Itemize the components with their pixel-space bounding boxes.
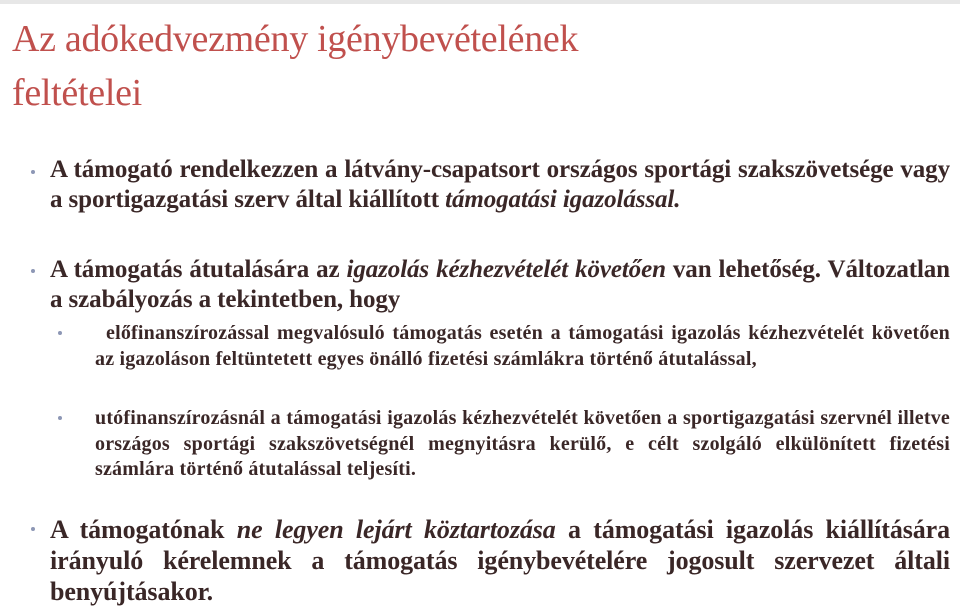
- sub-bullet-dot-icon: [58, 331, 62, 335]
- sub-bullet-1: [95, 321, 950, 372]
- title-line-2: feltételei: [12, 72, 142, 114]
- sub-bullet-1-text: előfinanszírozással megvalósuló támogatás esetén a támogatási igazolás kézhezvételét követően az igazoláson feltüntetett egyes önálló fizetési számlákra történő átutalással,: [95, 322, 950, 370]
- bullet-2-text-a: A támogatás átutalására az: [50, 256, 347, 283]
- bullet-3: [50, 514, 950, 607]
- sub-bullet-2-text: utófinanszírozásnál a támogatási igazolás kézhezvételét követően a sportigazgatási szervnél illetve országos sportági szakszövetségnél megnyitásra kerülő, e célt szolgáló elkülönített fizetési számlára történő átutalással teljesíti.: [95, 407, 950, 480]
- slide-title: [12, 12, 942, 120]
- bullet-1-italic: támogatási igazolással.: [445, 185, 681, 213]
- bullet-dot-icon: [31, 527, 35, 531]
- sub-bullet-dot-icon: [58, 416, 62, 420]
- bullet-3-text-b: a támogatási igazolás kiállítására irányuló kérelemnek a támogatás igénybevételére jogosult szervezet általi benyújtásakor.: [50, 515, 951, 606]
- bullet-3-text-a: A támogatónak: [50, 515, 237, 544]
- bullet-1-text: A támogató rendelkezzen a látvány-csapatsort országos sportági szakszövetsége vagy a sportigazgatási szerv által kiállított: [50, 156, 950, 213]
- bullet-2: [50, 255, 950, 314]
- top-border: [0, 0, 960, 4]
- bullet-3-italic: ne legyen lejárt köztartozása: [236, 515, 556, 544]
- bullet-dot-icon: [31, 269, 35, 273]
- title-line-1: Az adókedvezmény igénybevételének: [12, 18, 579, 60]
- bullet-2-text-b: van lehetőség. Változatlan a szabályozás a tekintetben, hogy: [50, 256, 950, 313]
- sub-bullet-2: [95, 406, 950, 483]
- bullet-dot-icon: [31, 170, 35, 174]
- bullet-2-italic: igazolás kézhezvételét követően: [346, 256, 666, 283]
- bullet-1: [50, 155, 950, 214]
